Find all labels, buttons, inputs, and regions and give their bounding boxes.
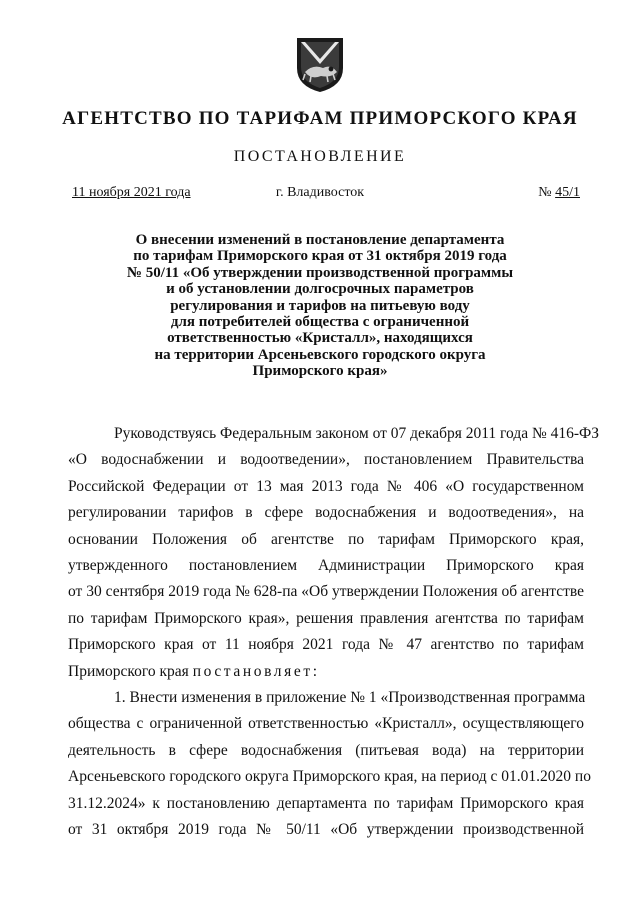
text-line: общества с ограниченной ответственностью «Кристалл», осуществляющего <box>68 715 584 733</box>
subject-line: ответственностью «Кристалл», находящихся <box>167 330 473 347</box>
paragraph-basis <box>68 421 600 685</box>
subject-line: и об установлении долгосрочных параметров <box>166 281 474 298</box>
text-fragment: Приморского края <box>68 662 193 680</box>
text-line: Арсеньевского городского округа Приморского края, на период с 01.01.2020 по <box>68 768 591 786</box>
number-value: 45/1 <box>555 185 580 200</box>
subject-line: по тарифам Приморского края от 31 октября 2019 года <box>133 248 507 265</box>
coat-of-arms-icon <box>291 34 349 94</box>
subject-line: Приморского края» <box>252 363 388 380</box>
document-city: г. Владивосток <box>275 185 365 200</box>
document-date: 11 ноября 2021 года <box>72 185 191 200</box>
text-line: по тарифам Приморского края», решения правления агентства по тарифам <box>68 609 584 627</box>
subject-line: на территории Арсеньевского городского округа <box>154 346 486 363</box>
text-line: Российской Федерации от 13 мая 2013 года № 406 «О государственном <box>68 477 584 495</box>
text-line: Приморского края от 11 ноября 2021 года № 47 агентство по тарифам <box>68 636 584 654</box>
text-line: от 31 октября 2019 года № 50/11 «Об утверждении производственной <box>68 820 584 838</box>
subject-line: № 50/11 «Об утверждении производственной программы <box>126 264 514 281</box>
subject-line: О внесении изменений в постановление департамента <box>135 232 505 248</box>
text-line: деятельность в сфере водоснабжения (питьевая вода) на территории <box>68 741 584 759</box>
resolves-word: постановляет: <box>192 662 320 680</box>
agency-title: АГЕНТСТВО ПО ТАРИФАМ ПРИМОРСКОГО КРАЯ <box>62 108 578 129</box>
text-line: «О водоснабжении и водоотведении», постановлением Правительства <box>68 451 584 469</box>
paragraph-item-1 <box>68 685 591 843</box>
document-number <box>538 185 580 201</box>
text-line: от 30 сентября 2019 года № 628-па «Об утверждении Положения об агентстве <box>68 583 584 601</box>
text-line: 1. Внести изменения в приложение № 1 «Производственная программа <box>114 689 586 706</box>
subject-line: для потребителей общества с ограниченной <box>170 314 470 331</box>
number-prefix: № <box>538 185 556 200</box>
text-line: основании Положения об агентстве по тарифам Приморского края, <box>68 530 584 548</box>
text-line: регулировании тарифов в сфере водоснабжения и водоотведения», на <box>68 504 584 522</box>
text-line: утвержденного постановлением Администрации Приморского края <box>68 556 584 574</box>
document-subject <box>80 232 560 380</box>
document-type: ПОСТАНОВЛЕНИЕ <box>233 148 407 165</box>
text-line: 31.12.2024» к постановлению департамента по тарифам Приморского края <box>68 794 584 812</box>
text-line: Руководствуясь Федеральным законом от 07 декабря 2011 года № 416-ФЗ <box>114 425 600 442</box>
text-line <box>68 659 584 685</box>
subject-line: регулирования и тарифов на питьевую воду <box>170 297 470 314</box>
